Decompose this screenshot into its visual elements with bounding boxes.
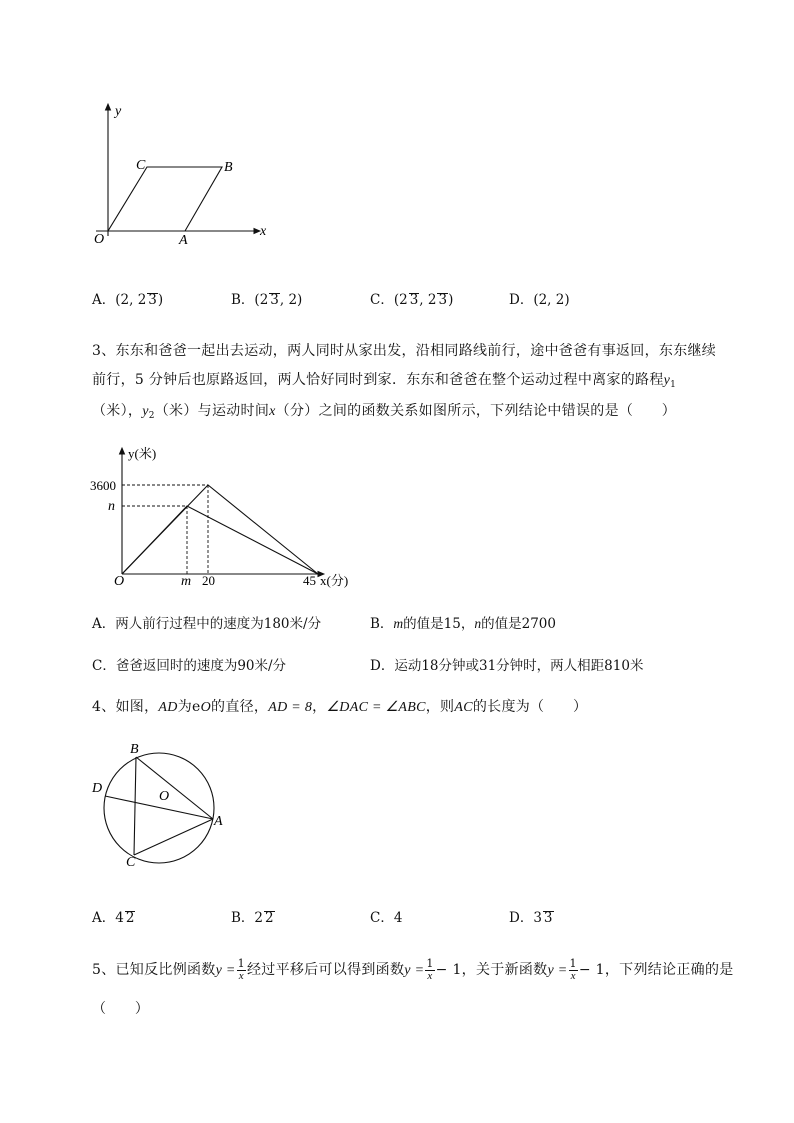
center-o: O	[200, 700, 212, 715]
q3-line-2	[92, 369, 676, 390]
sqrt-radicand: 3	[148, 292, 157, 308]
q2-option-b	[231, 288, 302, 308]
var-y2: y	[142, 404, 149, 419]
q4-option-a	[92, 906, 135, 926]
q2-option-c	[370, 288, 453, 308]
label-b: B	[130, 742, 139, 757]
option-letter: C．	[370, 910, 394, 926]
sqrt-radicand: 3	[409, 292, 419, 308]
y-axis-label: y(米)	[128, 446, 157, 461]
option-value-close: , 2)	[279, 292, 303, 308]
q3-option-a: A．两人前行过程中的速度为180米/分	[92, 616, 322, 632]
figure-distance-time	[88, 442, 368, 592]
sqrt-radicand: 3	[270, 292, 279, 308]
option-value: (2	[393, 292, 408, 308]
q3-line-3-b: （米）与运动时间	[154, 403, 270, 419]
option-letter: A．	[92, 910, 116, 926]
option-letter: D．	[509, 292, 534, 308]
var-y1-sub: 1	[670, 380, 677, 390]
origin-label: O	[114, 574, 125, 589]
q3-line-3-c: （分）之间的函数关系如图所示，下列结论中错误的是（ ）	[275, 403, 677, 419]
option-value: (2, 2)	[533, 292, 570, 308]
q4-comma: ，	[312, 699, 327, 715]
sqrt-radicand: 3	[543, 910, 553, 926]
segment-bc	[134, 757, 136, 855]
option-b-letter: B．	[370, 616, 394, 632]
coef: 4	[115, 910, 124, 926]
func2-tail: − 1	[435, 962, 462, 979]
label-a: A	[214, 814, 223, 829]
frac-den: x	[238, 969, 244, 982]
q4-mid1: 为	[177, 699, 192, 715]
q2-option-a	[92, 288, 163, 308]
frac-num: 1	[426, 957, 434, 970]
fraction-1-over-x	[425, 958, 434, 982]
option-letter: C．	[370, 292, 394, 308]
q4-option-b	[231, 906, 275, 926]
var-x: x	[269, 404, 276, 419]
x-tick-20: 20	[202, 573, 215, 588]
figure-circle	[88, 738, 238, 868]
q3-line-2-text: 前行，5 分钟后也原路返回，两人恰好同时到家．东东和爸爸在整个运动过程中离家的路程	[92, 372, 664, 388]
q4-stem	[92, 696, 587, 716]
option-b-mid: 的值是15，	[403, 616, 475, 632]
func2-lhs: y =	[404, 963, 425, 979]
segment-ca	[134, 819, 213, 855]
q3-option-c: C．爸爸返回时的速度为90米/分	[92, 658, 287, 674]
frac-den: x	[570, 969, 576, 982]
eq-ad: AD = 8	[268, 700, 313, 715]
frac-num: 1	[569, 957, 577, 970]
q2-option-d	[509, 288, 570, 308]
sqrt-radicand: 3	[438, 292, 448, 308]
seg-ac: AC	[454, 700, 473, 715]
value: 4	[393, 910, 403, 926]
x-axis-label: x(分)	[320, 573, 349, 588]
option-letter: D．	[509, 910, 534, 926]
q5-stem	[92, 958, 734, 982]
q5-mid1: 经过平移后可以得到函数	[246, 962, 405, 979]
q4-pre: 4、如图，	[92, 699, 159, 715]
origin-label: O	[94, 232, 105, 247]
var-m: m	[393, 616, 404, 631]
q4-post: 的长度为（ ）	[472, 699, 588, 715]
option-value-mid: , 2	[419, 292, 437, 308]
figure-parallelogram	[88, 98, 278, 248]
circle-symbol: e	[192, 699, 201, 715]
point-a-label: A	[179, 233, 188, 248]
var-y1: y	[663, 373, 671, 388]
y-tick-n: n	[108, 499, 115, 514]
option-value-close: )	[157, 292, 164, 308]
option-b-post: 的值是2700	[481, 616, 556, 632]
var-y2-sub: 2	[148, 411, 155, 421]
q3-line-1: 3、东东和爸爸一起出去运动，两人同时从家出发，沿相同路线前行，途中爸爸有事返回，东东继续	[92, 343, 717, 359]
q5-post: ，下列结论正确的是	[604, 962, 734, 979]
option-value: (2	[254, 292, 269, 308]
q4-option-c	[370, 906, 402, 926]
option-letter: B．	[231, 292, 255, 308]
coef: 2	[254, 910, 264, 926]
q3-line-3-a: （米），	[92, 403, 143, 419]
parallelogram-OABC	[108, 167, 222, 231]
option-value-close: )	[448, 292, 454, 308]
sqrt-radicand: 2	[265, 910, 274, 926]
point-c-label: C	[136, 158, 146, 173]
var-n: n	[474, 616, 482, 631]
q4-option-d	[509, 906, 554, 926]
func3-tail: − 1	[578, 962, 605, 979]
q5-mid2: ，关于新函数	[461, 962, 548, 979]
x-axis-label: x	[260, 224, 267, 239]
sqrt-radicand: 2	[125, 910, 135, 926]
q3-line-3	[92, 400, 676, 421]
coef: 3	[533, 910, 542, 926]
func1-lhs: y =	[215, 963, 236, 979]
segment-ba	[136, 757, 213, 819]
frac-den: x	[427, 969, 433, 982]
option-letter: B．	[231, 910, 255, 926]
q4-mid3: ，则	[425, 699, 455, 715]
line-dad	[122, 506, 318, 574]
x-tick-45: 45	[303, 573, 316, 588]
q3-option-d: D．运动18分钟或31分钟时，两人相距810米	[370, 658, 644, 674]
label-o: O	[159, 789, 170, 804]
option-letter: A．	[92, 292, 116, 308]
eq-angles: ∠DAC = ∠ABC	[326, 700, 426, 715]
fraction-1-over-x	[237, 958, 246, 982]
label-c: C	[126, 855, 136, 868]
q3-option-b	[370, 612, 556, 632]
frac-num: 1	[237, 957, 245, 970]
func3-lhs: y =	[547, 963, 568, 979]
q4-mid2: 的直径，	[211, 699, 269, 715]
y-axis-label: y	[115, 104, 122, 119]
x-tick-m: m	[181, 574, 192, 589]
line-dongdong	[122, 485, 318, 574]
y-tick-3600: 3600	[90, 478, 116, 493]
seg-ad: AD	[158, 700, 178, 715]
fraction-1-over-x	[569, 958, 578, 982]
q5-pre: 5、已知反比例函数	[92, 962, 216, 979]
option-value: (2, 2	[115, 292, 147, 308]
point-b-label: B	[224, 160, 233, 175]
label-d: D	[92, 781, 103, 796]
q5-paren: （ ）	[92, 1001, 150, 1017]
